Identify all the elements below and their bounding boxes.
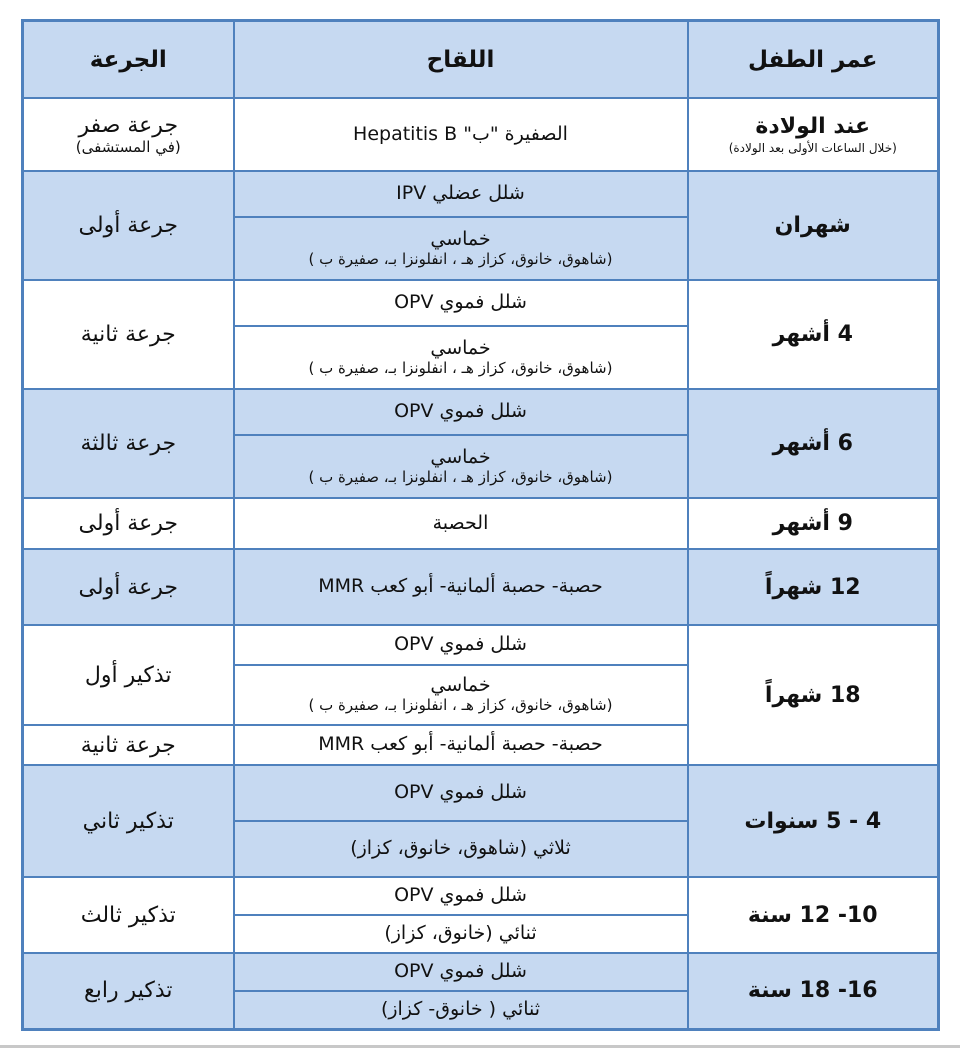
age-cell: 18 شهراً <box>688 625 939 765</box>
vaccine-label: خماسي <box>430 674 491 697</box>
age-cell: 9 أشهر <box>688 498 939 549</box>
table-row <box>23 498 939 549</box>
table-row <box>23 171 939 217</box>
dose-label: جرعة صفر <box>78 113 179 138</box>
vaccine-cell <box>234 435 688 498</box>
vaccine-note: (شاهوق، خانوق، كزاز هـ ، انفلونزا بـ، صفيرة ب ) <box>308 696 613 715</box>
age-cell: 16- 18 سنة <box>688 953 939 1029</box>
vaccine-cell: شلل فموي OPV <box>234 625 688 665</box>
vaccine-label: خماسي <box>430 445 491 468</box>
age-note: (خلال الساعات الأولى بعد الولادة) <box>728 141 897 155</box>
age-cell: 10- 12 سنة <box>688 877 939 953</box>
dose-cell: تذكير ثاني <box>23 765 234 877</box>
vaccine-label: خماسي <box>430 227 491 250</box>
table-row <box>23 625 939 665</box>
vaccination-schedule <box>21 19 937 1029</box>
table-row <box>23 389 939 435</box>
header-vaccine: اللقاح <box>234 21 688 99</box>
age-cell: 6 أشهر <box>688 389 939 498</box>
vaccine-cell: ثنائي ( خانوق- كزاز) <box>234 991 688 1029</box>
table-row <box>23 549 939 625</box>
vaccine-note: (شاهوق، خانوق، كزاز هـ ، انفلونزا بـ، صفيرة ب ) <box>308 467 613 486</box>
age-cell: 4 أشهر <box>688 280 939 389</box>
dose-cell: جرعة ثانية <box>23 725 234 765</box>
dose-cell: تذكير رابع <box>23 953 234 1029</box>
vaccine-note: (شاهوق، خانوق، كزاز هـ ، انفلونزا بـ، صفيرة ب ) <box>308 358 613 377</box>
dose-cell: جرعة أولى <box>23 171 234 280</box>
vaccine-cell: شلل عضلي IPV <box>234 171 688 217</box>
bottom-divider <box>0 1045 960 1048</box>
vaccine-cell: شلل فموي OPV <box>234 389 688 435</box>
dose-cell: جرعة ثانية <box>23 280 234 389</box>
dose-note: (في المستشفى) <box>75 138 181 156</box>
age-cell <box>688 98 939 171</box>
vaccine-cell: الصفيرة "ب" Hepatitis B <box>234 98 688 171</box>
header-age: عمر الطفل <box>688 21 939 99</box>
age-label: عند الولادة <box>755 114 871 139</box>
vaccine-cell: ثلاثي (شاهوق، خانوق، كزاز) <box>234 821 688 877</box>
age-cell: 4 - 5 سنوات <box>688 765 939 877</box>
vaccine-cell <box>234 217 688 280</box>
vaccine-cell: شلل فموي OPV <box>234 953 688 991</box>
vaccine-cell: شلل فموي OPV <box>234 765 688 821</box>
dose-cell: تذكير ثالث <box>23 877 234 953</box>
dose-cell: جرعة أولى <box>23 498 234 549</box>
table-row <box>23 765 939 821</box>
table-row <box>23 98 939 171</box>
vaccine-note: (شاهوق، خانوق، كزاز هـ ، انفلونزا بـ، صفيرة ب ) <box>308 249 613 268</box>
vaccine-label: خماسي <box>430 336 491 359</box>
vaccine-cell: شلل فموي OPV <box>234 877 688 915</box>
age-cell: شهران <box>688 171 939 280</box>
age-cell: 12 شهراً <box>688 549 939 625</box>
vaccine-cell: شلل فموي OPV <box>234 280 688 326</box>
vaccine-cell: حصبة- حصبة ألمانية- أبو كعب MMR <box>234 725 688 765</box>
dose-cell: جرعة أولى <box>23 549 234 625</box>
vaccine-cell: حصبة- حصبة ألمانية- أبو كعب MMR <box>234 549 688 625</box>
table-row <box>23 953 939 991</box>
vaccine-cell: ثنائي (خانوق، كزاز) <box>234 915 688 953</box>
table-row <box>23 280 939 326</box>
vaccine-cell <box>234 665 688 725</box>
table-row <box>23 877 939 915</box>
dose-cell: تذكير أول <box>23 625 234 725</box>
table-header-row <box>23 21 939 99</box>
vaccination-table <box>21 19 940 1031</box>
dose-cell: جرعة ثالثة <box>23 389 234 498</box>
vaccine-cell <box>234 326 688 389</box>
dose-cell <box>23 98 234 171</box>
vaccine-cell: الحصبة <box>234 498 688 549</box>
header-dose: الجرعة <box>23 21 234 99</box>
